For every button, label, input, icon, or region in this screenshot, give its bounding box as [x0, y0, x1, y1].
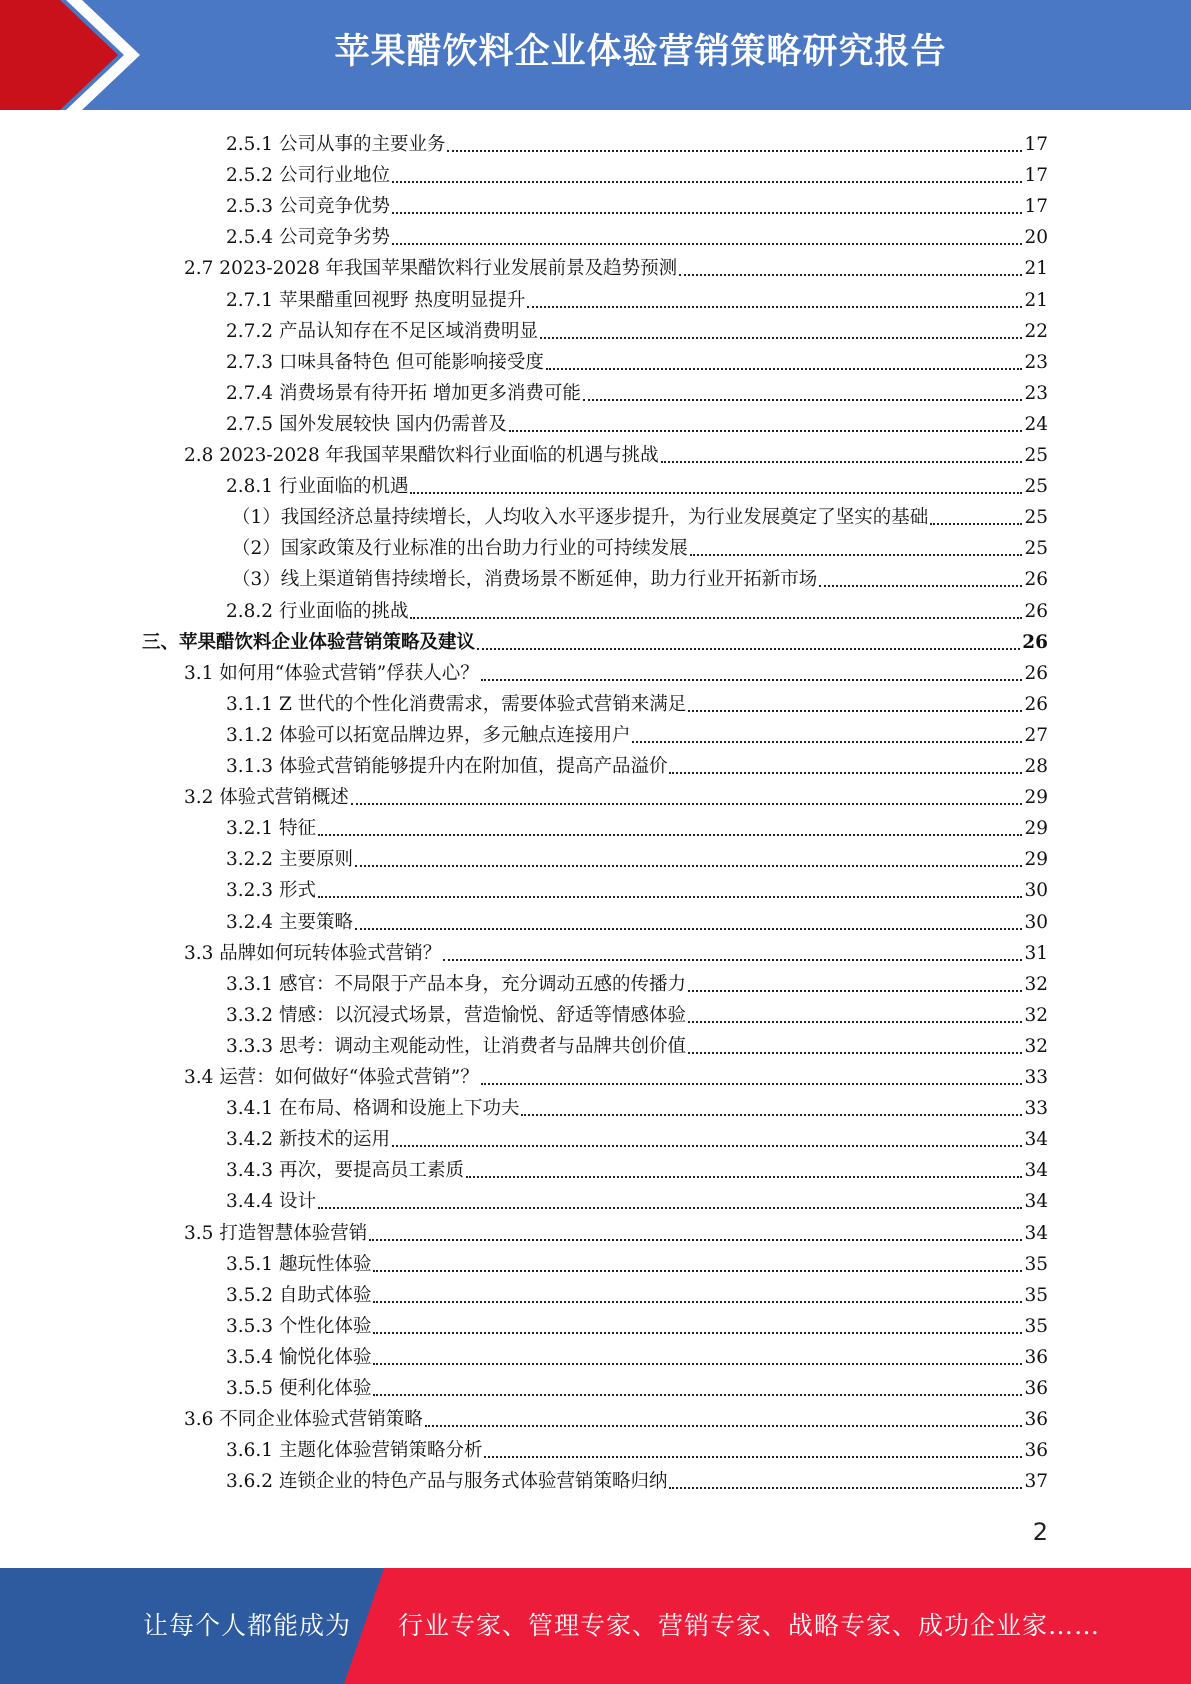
toc-entry-label: 3.1.3 体验式营销能够提升内在附加值，提高产品溢价: [226, 756, 668, 777]
toc-dot-leader: [373, 1363, 1022, 1365]
toc-entry[interactable]: [226, 593, 1048, 624]
toc-dot-leader: [632, 741, 1022, 743]
toc-entry-page: 25: [1024, 538, 1048, 560]
toc-entry-label: 3.3 品牌如何玩转体验式营销？: [184, 942, 442, 964]
toc-entry-label: 3.2 体验式营销概述: [184, 787, 349, 809]
toc-entry[interactable]: [184, 1401, 1048, 1432]
toc-entry-page: 33: [1024, 1098, 1048, 1120]
toc-entry-label: 2.7.2 产品认知存在不足区域消费明显: [226, 320, 538, 342]
toc-entry[interactable]: [226, 188, 1048, 219]
toc-entry-label: 3.6.2 连锁企业的特色产品与服务式体验营销策略归纳: [226, 1471, 668, 1493]
toc-entry-page: 23: [1024, 382, 1048, 404]
toc-entry[interactable]: [226, 375, 1048, 406]
toc-entry-label: 3.1.1 Z 世代的个性化消费需求，需要体验式营销来满足: [226, 693, 687, 715]
toc-dot-leader: [688, 990, 1022, 992]
toc-entry-label: 2.8.2 行业面临的挑战: [226, 600, 409, 622]
toc-dot-leader: [688, 710, 1022, 712]
toc-dot-leader: [373, 1301, 1022, 1303]
toc-entry[interactable]: [226, 997, 1048, 1028]
toc-dot-leader: [318, 1207, 1023, 1209]
toc-entry-page: 34: [1024, 1129, 1048, 1151]
toc-entry-page: 35: [1024, 1284, 1048, 1306]
toc-entry[interactable]: [226, 1370, 1048, 1401]
toc-entry-page: 25: [1024, 507, 1048, 529]
toc-entry-label: 3.3.1 感官：不局限于产品本身，充分调动五感的传播力: [226, 973, 686, 995]
toc-entry-label: 2.7.3 口味具备特色 但可能影响接受度: [226, 351, 544, 373]
toc-entry[interactable]: [226, 1183, 1048, 1214]
toc-entry[interactable]: [184, 655, 1048, 686]
toc-entry[interactable]: [226, 1277, 1048, 1308]
toc-entry-label: 3.3.3 思考：调动主观能动性，让消费者与品牌共创价值: [226, 1035, 686, 1057]
toc-entry[interactable]: [226, 344, 1048, 375]
toc-entry-label: 3.2.1 特征: [226, 818, 316, 840]
toc-dot-leader: [392, 243, 1022, 245]
toc-entry-page: 31: [1024, 942, 1048, 964]
toc-dot-leader: [481, 1083, 1023, 1085]
toc-entry-page: 34: [1024, 1191, 1048, 1213]
toc-entry-page: 29: [1024, 787, 1048, 809]
toc-entry-page: 27: [1024, 724, 1048, 746]
toc-dot-leader: [669, 1487, 1022, 1489]
toc-entry[interactable]: [184, 250, 1048, 281]
toc-entry[interactable]: [226, 219, 1048, 250]
toc-entry-page: 26: [1022, 631, 1048, 653]
toc-dot-leader: [583, 399, 1023, 401]
toc-dot-leader: [447, 150, 1022, 152]
toc-entry-label: 2.7 2023-2028 年我国苹果醋饮料行业发展前景及趋势预测: [184, 258, 678, 280]
toc-entry-label: 3.5 打造智慧体验营销: [184, 1222, 368, 1244]
toc-dot-leader: [509, 430, 1023, 432]
toc-entry-label: 2.8 2023-2028 年我国苹果醋饮料行业面临的机遇与挑战: [184, 445, 659, 466]
toc-entry-label: 3.4.3 再次，要提高员工素质: [226, 1160, 464, 1182]
toc-entry-label: 3.3.2 情感：以沉浸式场景，营造愉悦、舒适等情感体验: [226, 1004, 686, 1026]
toc-entry-label: 3.2.3 形式: [226, 880, 316, 902]
page-number: 2: [1032, 1518, 1048, 1546]
toc-entry-page: 36: [1024, 1378, 1048, 1399]
toc-entry-label: 3.6.1 主题化体验营销策略分析: [226, 1440, 483, 1462]
toc-entry[interactable]: [226, 126, 1048, 157]
toc-entry-page: 26: [1024, 600, 1048, 622]
toc-dot-leader: [930, 523, 1022, 525]
toc-dot-leader: [392, 1145, 1022, 1147]
toc-entry[interactable]: [226, 810, 1048, 841]
toc-entry[interactable]: [226, 1246, 1048, 1277]
toc-dot-leader: [546, 368, 1023, 370]
toc-dot-leader: [373, 1332, 1022, 1334]
toc-dot-leader: [318, 834, 1023, 836]
toc-entry-label: （1）我国经济总量持续增长，人均收入水平逐步提升，为行业发展奠定了坚实的基础: [232, 507, 929, 529]
toc-entry-label: 3.1.2 体验可以拓宽品牌边界，多元触点连接用户: [226, 724, 631, 746]
toc-entry-page: 30: [1024, 880, 1048, 902]
toc-entry-label: 3.4.4 设计: [226, 1191, 316, 1213]
toc-dot-leader: [819, 585, 1022, 587]
toc-entry[interactable]: [226, 717, 1048, 748]
toc-dot-leader: [369, 1239, 1022, 1241]
toc-entry-page: 17: [1024, 165, 1048, 187]
toc-dot-leader: [679, 274, 1022, 276]
toc-entry-label: 3.1 如何用“体验式营销”俘获人心？: [184, 662, 479, 684]
toc-dot-leader: [351, 803, 1023, 805]
toc-entry-label: 3.5.4 愉悦化体验: [226, 1346, 372, 1368]
toc-entry-label: 3.5.2 自助式体验: [226, 1284, 372, 1306]
toc-entry-label: （3）线上渠道销售持续增长，消费场景不断延伸，助力行业开拓新市场: [232, 569, 818, 591]
toc-entry-label: 2.7.5 国外发展较快 国内仍需普及: [226, 413, 507, 435]
toc-dot-leader: [443, 959, 1022, 961]
page-header: [0, 0, 1191, 110]
toc-entry[interactable]: [184, 1215, 1048, 1246]
toc-entry[interactable]: [226, 872, 1048, 903]
toc-entry[interactable]: [226, 1339, 1048, 1370]
toc-entry-label: 3.5.5 便利化体验: [226, 1378, 372, 1399]
toc-entry-label: 3.5.1 趣玩性体验: [226, 1253, 372, 1275]
toc-entry[interactable]: [184, 779, 1048, 810]
toc-dot-leader: [688, 1052, 1022, 1054]
toc-entry-label: （2）国家政策及行业标准的出台助力行业的可持续发展: [232, 538, 688, 560]
toc-dot-leader: [355, 865, 1023, 867]
toc-entry-label: 三、苹果醋饮料企业体验营销策略及建议: [142, 631, 476, 653]
toc-entry[interactable]: [142, 624, 1048, 655]
toc-entry-label: 3.6 不同企业体验式营销策略: [184, 1409, 423, 1431]
toc-dot-leader: [484, 1456, 1022, 1458]
footer-slogan-right: 行业专家、管理专家、营销专家、战略专家、成功企业家……: [398, 1611, 1101, 1640]
toc-entry-page: 21: [1024, 289, 1048, 311]
toc-entry-page: 32: [1024, 973, 1048, 995]
toc-entry-page: 34: [1024, 1160, 1048, 1182]
toc-entry[interactable]: [184, 437, 1048, 468]
toc-entry[interactable]: [226, 1308, 1048, 1339]
toc-dot-leader: [392, 181, 1022, 183]
toc-entry-page: 36: [1024, 1440, 1048, 1462]
toc-entry[interactable]: [226, 748, 1048, 779]
toc-entry[interactable]: [226, 282, 1048, 313]
toc-entry-label: 2.7.4 消费场景有待开拓 增加更多消费可能: [226, 382, 581, 404]
toc-entry-page: 26: [1024, 662, 1048, 684]
toc-entry[interactable]: [226, 904, 1048, 935]
toc-dot-leader: [373, 1270, 1022, 1272]
toc-entry-page: 17: [1024, 134, 1048, 155]
toc-entry[interactable]: [226, 1463, 1048, 1494]
toc-entry-page: 20: [1024, 227, 1048, 249]
toc-entry[interactable]: [232, 499, 1048, 530]
toc-dot-leader: [425, 1425, 1023, 1427]
toc-entry[interactable]: [226, 966, 1048, 997]
toc-entry[interactable]: [184, 935, 1048, 966]
footer-slogan-left: 让每个人都能成为: [143, 1611, 352, 1640]
toc-entry[interactable]: [226, 1090, 1048, 1121]
toc-dot-leader: [669, 772, 1022, 774]
toc-dot-leader: [373, 1394, 1022, 1396]
toc-dot-leader: [410, 492, 1022, 494]
toc-entry-label: 2.5.1 公司从事的主要业务: [226, 134, 446, 155]
page-footer: [0, 1568, 1191, 1684]
toc-dot-leader: [527, 306, 1022, 308]
toc-entry-label: 3.4.2 新技术的运用: [226, 1129, 390, 1151]
toc-entry-page: 33: [1024, 1067, 1048, 1088]
toc-entry-page: 32: [1024, 1004, 1048, 1026]
toc-entry-page: 22: [1024, 320, 1048, 342]
toc-entry-label: 3.2.4 主要策略: [226, 911, 353, 933]
toc-entry-page: 26: [1024, 693, 1048, 715]
toc-dot-leader: [466, 1176, 1022, 1178]
toc-entry-label: 2.5.3 公司竞争优势: [226, 196, 390, 218]
toc-dot-leader: [481, 679, 1023, 681]
toc-dot-leader: [688, 1021, 1022, 1023]
toc-entry-label: 2.8.1 行业面临的机遇: [226, 476, 409, 498]
toc-dot-leader: [410, 617, 1022, 619]
toc-dot-leader: [318, 896, 1023, 898]
toc-entry[interactable]: [226, 157, 1048, 188]
toc-dot-leader: [521, 1114, 1022, 1116]
toc-entry-page: 21: [1024, 258, 1048, 280]
toc-entry-page: 36: [1024, 1409, 1048, 1431]
toc-entry[interactable]: [226, 468, 1048, 499]
toc-entry-page: 24: [1024, 413, 1048, 435]
toc-entry-label: 3.2.2 主要原则: [226, 849, 353, 871]
toc-entry[interactable]: [226, 841, 1048, 872]
toc-entry-page: 30: [1024, 911, 1048, 933]
toc-entry[interactable]: [184, 1059, 1048, 1090]
toc-entry[interactable]: [226, 1121, 1048, 1152]
toc-entry-label: 2.5.4 公司竞争劣势: [226, 227, 390, 249]
toc-dot-leader: [661, 461, 1023, 463]
toc-entry-page: 36: [1024, 1346, 1048, 1368]
toc-entry[interactable]: [226, 686, 1048, 717]
toc-entry-page: 17: [1024, 196, 1048, 218]
toc-entry-label: 3.4.1 在布局、格调和设施上下功夫: [226, 1098, 520, 1120]
toc-entry-label: 2.7.1 苹果醋重回视野 热度明显提升: [226, 289, 526, 311]
toc-entry-page: 26: [1024, 569, 1048, 591]
toc-entry[interactable]: [226, 1152, 1048, 1183]
toc-entry-page: 35: [1024, 1315, 1048, 1337]
toc-entry[interactable]: [232, 530, 1048, 561]
toc-entry-label: 3.5.3 个性化体验: [226, 1315, 372, 1337]
toc-entry-page: 32: [1024, 1035, 1048, 1057]
toc-dot-leader: [392, 212, 1022, 214]
toc-entry-page: 25: [1024, 445, 1048, 466]
toc-entry[interactable]: [226, 1028, 1048, 1059]
toc-entry-page: 25: [1024, 476, 1048, 498]
toc-entry-page: 29: [1024, 849, 1048, 871]
toc-dot-leader: [477, 648, 1020, 650]
toc-entry-page: 23: [1024, 351, 1048, 373]
toc-entry[interactable]: [226, 313, 1048, 344]
toc-entry[interactable]: [226, 406, 1048, 437]
toc-entry-label: 2.5.2 公司行业地位: [226, 165, 390, 187]
toc-entry-page: 37: [1024, 1471, 1048, 1493]
toc-dot-leader: [540, 337, 1022, 339]
toc-entry-label: 3.4 运营：如何做好“体验式营销”？: [184, 1067, 479, 1088]
toc-entry[interactable]: [232, 561, 1048, 592]
toc-entry-page: 35: [1024, 1253, 1048, 1275]
toc-entry-page: 28: [1024, 756, 1048, 777]
toc-entry[interactable]: [226, 1432, 1048, 1463]
toc-entry-page: 29: [1024, 818, 1048, 840]
toc-dot-leader: [355, 928, 1023, 930]
toc-dot-leader: [690, 554, 1023, 556]
report-title: 苹果醋饮料企业体验营销策略研究报告: [334, 32, 947, 72]
toc-entry-page: 34: [1024, 1222, 1048, 1244]
